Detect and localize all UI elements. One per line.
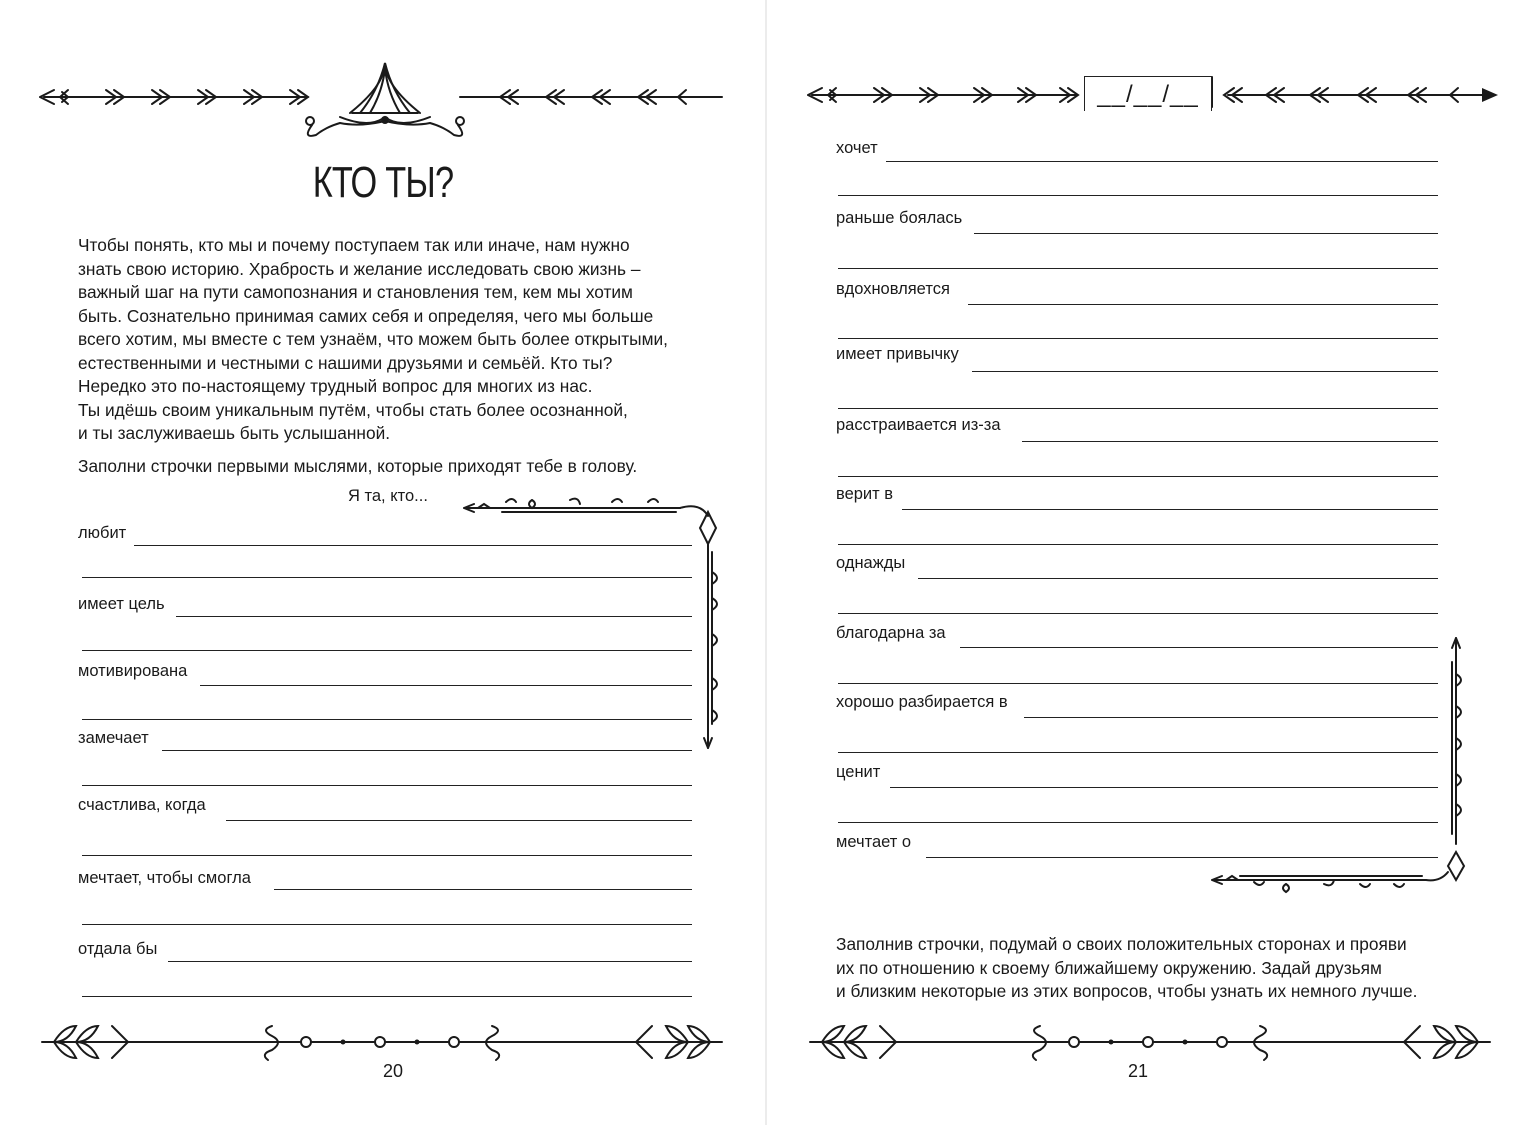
outro-line: Заполнив строчки, подумай о своих положительных сторонах и прояви [836,934,1407,954]
prompt-field [836,280,1438,350]
intro-line: Ты идёшь своим уникальным путём, чтобы стать более осознанной, [78,399,628,420]
prompt-label: расстраивается из-за [836,416,1001,434]
prompt-field [836,554,1438,624]
write-line[interactable] [838,613,1438,614]
prompt-field [836,485,1438,555]
prompt-field [836,345,1438,415]
intro-line: и ты заслуживаешь быть услышанной. [78,423,391,443]
write-line[interactable] [226,820,692,821]
i-am-prefix: Я та, кто... [348,487,428,505]
intro-line: Нередко это по-настоящему трудный вопрос для многих из нас. [78,376,593,396]
write-line[interactable] [82,996,692,997]
prompt-field [78,662,692,732]
outro-paragraph [836,933,1476,1004]
write-line[interactable] [1022,441,1438,442]
prompt-field [78,940,692,1010]
write-line[interactable] [82,855,692,856]
prompt-field [78,796,692,866]
prompt-label: мечтает, чтобы смогла [78,869,251,887]
intro-line: знать свою историю. Храбрость и желание исследовать свою жизнь – [78,258,641,279]
corner-ornament-right [1210,634,1480,892]
intro-line: быть. Сознательно принимая самих себя и определяя, чего мы больше [78,305,654,326]
prompt-label: замечает [78,729,149,747]
write-line[interactable] [838,338,1438,339]
prompt-label: любит [78,524,127,542]
top-arrow-ornament-left [40,55,730,145]
date-box[interactable] [1084,76,1212,111]
write-line[interactable] [838,408,1438,409]
prompt-label: верит в [836,485,894,503]
write-line[interactable] [82,719,692,720]
intro-line: важный шаг на пути самопознания и становления тем, кем мы хотим [78,282,633,302]
write-line[interactable] [902,509,1438,510]
write-line[interactable] [168,961,692,962]
write-line[interactable] [974,233,1438,234]
write-line[interactable] [972,371,1438,372]
prompt-label: имеет цель [78,595,165,613]
write-line[interactable] [162,750,692,751]
instruction-text: Заполни строчки первыми мыслями, которые приходят тебе в голову. [78,456,638,476]
intro-line: Чтобы понять, кто мы и почему поступаем так или иначе, нам нужно [78,235,630,255]
page-number: 20 [383,1061,404,1081]
page-number: 21 [1128,1061,1149,1081]
write-line[interactable] [82,577,692,578]
bottom-ornament-right [808,1018,1498,1068]
prompt-label: имеет привычку [836,345,959,363]
write-line[interactable] [274,889,692,890]
intro-line: всего хотим, мы вместе с тем узнаём, что можем быть более открытыми, [78,329,668,349]
prompt-label: раньше боялась [836,209,963,227]
prompt-label: хочет [836,139,878,157]
write-line[interactable] [838,544,1438,545]
prompt-field [836,416,1438,486]
write-line[interactable] [82,785,692,786]
intro-line: естественными и честными с нашими друзьями и семьёй. Кто ты? [78,352,613,373]
prompt-label: ценит [836,763,881,781]
prompt-field [836,209,1438,279]
prompt-label: хорошо разбирается в [836,693,1008,711]
prompt-field [78,869,692,939]
write-line[interactable] [838,476,1438,477]
prompt-label: отдала бы [78,940,158,958]
write-line[interactable] [134,545,692,546]
prompt-label: мотивирована [78,662,188,680]
write-line[interactable] [200,685,692,686]
write-line[interactable] [838,268,1438,269]
prompt-label: вдохновляется [836,280,950,298]
write-line[interactable] [886,161,1438,162]
date-placeholder: __/__/__ [1097,81,1199,108]
prompt-field [78,524,692,594]
write-line[interactable] [918,578,1438,579]
write-line[interactable] [838,195,1438,196]
outro-line: их по отношению к своему ближайшему окружению. Задай друзьям [836,957,1382,978]
write-line[interactable] [82,650,692,651]
write-line[interactable] [176,616,692,617]
prompt-field [836,139,1438,209]
intro-paragraph [78,234,718,446]
prompt-label: счастлива, когда [78,796,206,814]
page-title: КТО ТЫ? [312,158,454,207]
prompt-field [78,595,692,665]
write-line[interactable] [968,304,1438,305]
write-line[interactable] [82,924,692,925]
prompt-label: однажды [836,554,906,572]
prompt-field [78,729,692,799]
prompt-label: мечтает о [836,833,912,851]
prompt-label: благодарна за [836,624,946,642]
outro-line: и близким некоторые из этих вопросов, чтобы узнать их немного лучше. [836,981,1418,1001]
